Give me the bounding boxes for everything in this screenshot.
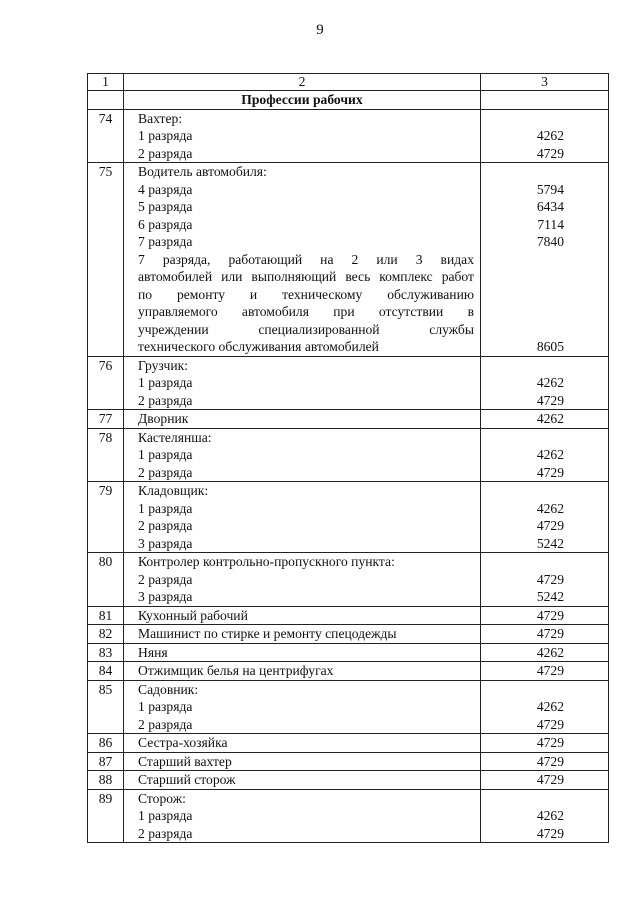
salary-value: 8605 [536, 339, 564, 354]
row-number: 83 [88, 643, 124, 662]
salary-value: 5794 [536, 181, 564, 197]
salary-cell [481, 356, 609, 410]
salary-cell [481, 163, 609, 357]
salary-cell [481, 680, 609, 734]
salary-value: 4262 [536, 500, 564, 516]
header-col-1: 1 [88, 74, 124, 91]
row-number: 86 [88, 734, 124, 753]
grade-label: 2 разряда [138, 145, 193, 161]
table-row [88, 789, 609, 843]
profession-name: Кастелянша: [138, 429, 212, 445]
profession-name: Отжимщик белья на центрифугах [138, 663, 334, 678]
profession-cell [124, 771, 481, 790]
profession-cell [124, 680, 481, 734]
page-number: 9 [316, 22, 324, 38]
profession-name: Вахтер: [138, 110, 183, 126]
salary-value [481, 286, 564, 304]
salary-value: 4729 [536, 571, 564, 587]
row-number: 84 [88, 662, 124, 681]
salary-value: 4262 [536, 699, 564, 714]
salary-value: 4262 [536, 644, 564, 660]
salary-cell [481, 789, 609, 843]
grade-label: 6 разряда [138, 216, 193, 232]
salary-cell [481, 662, 609, 681]
profession-cell [124, 643, 481, 662]
profession-cell [124, 482, 481, 553]
row-number: 74 [88, 109, 124, 163]
grade-description-line: технического обслуживания автомобилей [138, 339, 379, 354]
table-row [88, 109, 609, 163]
row-number: 76 [88, 356, 124, 410]
salary-value: 6434 [536, 199, 564, 214]
profession-cell [124, 625, 481, 644]
wage-table [87, 73, 609, 843]
profession-cell [124, 789, 481, 843]
grade-description-line: по ремонту и техническому обслуживанию [138, 286, 474, 302]
salary-cell [481, 553, 609, 607]
salary-value: 4729 [536, 663, 564, 678]
grade-label: 1 разряда [138, 500, 193, 516]
grade-label: 2 разряда [138, 392, 193, 408]
row-number: 81 [88, 606, 124, 625]
salary-value [481, 482, 564, 500]
salary-value [481, 357, 564, 375]
row-number: 82 [88, 625, 124, 644]
salary-value: 4729 [536, 145, 564, 161]
salary-value: 4729 [536, 735, 564, 750]
table-header-row [88, 74, 609, 91]
grade-label: 2 разряда [138, 571, 193, 587]
profession-name: Сестра-хозяйка [138, 735, 228, 750]
profession-cell [124, 734, 481, 753]
salary-value: 4729 [536, 464, 564, 480]
salary-value [481, 681, 564, 699]
salary-value [481, 303, 564, 321]
table-row [88, 410, 609, 429]
salary-cell [481, 625, 609, 644]
profession-cell [124, 410, 481, 429]
salary-value [481, 553, 564, 571]
profession-cell [124, 606, 481, 625]
section-row [88, 91, 609, 110]
salary-value: 5242 [536, 589, 564, 604]
salary-value: 4729 [536, 825, 564, 841]
table-row [88, 643, 609, 662]
table-row [88, 356, 609, 410]
header-col-2: 2 [124, 74, 481, 91]
table-row [88, 428, 609, 482]
grade-label: 2 разряда [138, 716, 193, 732]
salary-value: 7840 [536, 234, 564, 249]
salary-cell [481, 643, 609, 662]
row-number: 88 [88, 771, 124, 790]
grade-label: 1 разряда [138, 128, 193, 143]
table-row [88, 752, 609, 771]
grade-label: 2 разряда [138, 464, 193, 480]
grade-label: 2 разряда [138, 825, 193, 841]
grade-label: 1 разряда [138, 375, 193, 390]
profession-cell [124, 356, 481, 410]
profession-cell [124, 163, 481, 357]
profession-name: Сторож: [138, 790, 186, 806]
profession-name: Старший вахтер [138, 753, 232, 769]
grade-description-line: учреждении специализированной службы [138, 321, 474, 337]
salary-value [481, 110, 564, 128]
grade-label: 4 разряда [138, 181, 193, 197]
profession-name: Машинист по стирке и ремонту спецодежды [138, 626, 397, 641]
salary-value: 4729 [536, 716, 564, 732]
profession-cell [124, 752, 481, 771]
profession-name: Кухонный рабочий [138, 607, 248, 623]
grade-label: 1 разряда [138, 808, 193, 823]
salary-cell [481, 752, 609, 771]
salary-value: 4729 [536, 518, 564, 533]
section-empty-cell [481, 91, 609, 110]
salary-value: 4729 [536, 607, 564, 623]
profession-name: Старший сторож [138, 772, 236, 787]
salary-value [481, 251, 564, 269]
table-row [88, 625, 609, 644]
profession-name: Кладовщик: [138, 483, 209, 498]
salary-value: 4729 [536, 392, 564, 408]
salary-value [481, 429, 564, 447]
salary-value: 4729 [536, 772, 564, 787]
grade-label: 1 разряда [138, 699, 193, 714]
profession-name: Водитель автомобиля: [138, 164, 267, 179]
salary-value: 4729 [536, 626, 564, 641]
grade-label: 1 разряда [138, 447, 193, 462]
salary-cell [481, 771, 609, 790]
salary-cell [481, 606, 609, 625]
salary-value [481, 268, 564, 286]
row-number: 87 [88, 752, 124, 771]
profession-name: Дворник [138, 411, 189, 426]
salary-value [481, 790, 564, 808]
grade-label: 3 разряда [138, 589, 193, 604]
grade-label: 7 разряда [138, 234, 193, 249]
table-row [88, 662, 609, 681]
row-number: 80 [88, 553, 124, 607]
salary-value [481, 321, 564, 339]
table-row [88, 482, 609, 553]
header-col-3: 3 [481, 74, 609, 91]
salary-value: 4262 [536, 375, 564, 390]
salary-value: 4729 [536, 753, 564, 769]
grade-description-line: автомобилей или выполняющий весь комплекс работ [138, 269, 474, 284]
table-row [88, 606, 609, 625]
grade-label: 2 разряда [138, 518, 193, 533]
salary-value: 5242 [536, 535, 564, 551]
row-number: 85 [88, 680, 124, 734]
profession-name: Грузчик: [138, 357, 189, 373]
salary-value: 4262 [536, 447, 564, 462]
salary-cell [481, 428, 609, 482]
grade-description-line: 7 разряда, работающий на 2 или 3 видах [138, 251, 474, 267]
salary-cell [481, 109, 609, 163]
row-number: 75 [88, 163, 124, 357]
salary-value [481, 163, 564, 181]
profession-cell [124, 662, 481, 681]
salary-value: 4262 [536, 808, 564, 823]
table-row [88, 680, 609, 734]
grade-label: 3 разряда [138, 535, 193, 551]
salary-cell [481, 734, 609, 753]
salary-value: 7114 [537, 216, 564, 232]
row-number: 89 [88, 789, 124, 843]
table-row [88, 771, 609, 790]
profession-name: Контролер контрольно-пропускного пункта: [138, 554, 395, 569]
profession-name: Няня [138, 644, 168, 660]
grade-description-line: управляемого автомобиля при отсутствии в [138, 304, 474, 319]
row-number: 79 [88, 482, 124, 553]
row-number: 78 [88, 428, 124, 482]
profession-name: Садовник: [138, 681, 199, 697]
row-number: 77 [88, 410, 124, 429]
salary-cell [481, 482, 609, 553]
section-empty-cell [88, 91, 124, 110]
profession-cell [124, 109, 481, 163]
profession-cell [124, 428, 481, 482]
table-row [88, 734, 609, 753]
salary-cell [481, 410, 609, 429]
salary-value: 4262 [536, 128, 564, 143]
grade-label: 5 разряда [138, 199, 193, 214]
profession-cell [124, 553, 481, 607]
table-row [88, 553, 609, 607]
salary-value: 4262 [536, 411, 564, 426]
section-title: Профессии рабочих [124, 91, 481, 110]
table-row [88, 163, 609, 357]
